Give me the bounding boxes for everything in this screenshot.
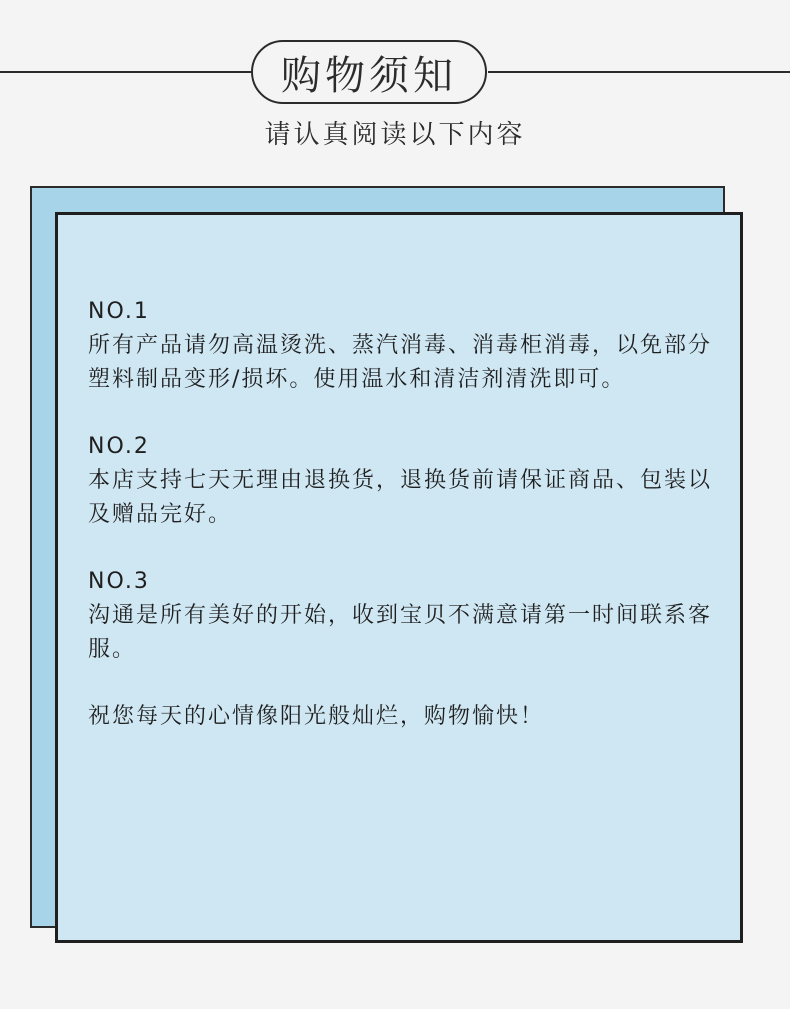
section-text: 本店支持七天无理由退换货，退换货前请保证商品、包装以及赠品完好。 [88,468,713,527]
notice-section-1 [88,295,728,397]
title-divider-right [488,71,790,73]
section-number: NO.2 [88,434,150,459]
section-text: 所有产品请勿高温烫洗、蒸汽消毒、消毒柜消毒，以免部分塑料制品变形/损坏。使用温水和清洁剂清洗即可。 [88,333,713,392]
notice-card [55,212,743,943]
title-divider-left [0,71,252,73]
section-number: NO.3 [88,569,150,594]
section-number: NO.1 [88,299,150,324]
notice-content [88,295,728,734]
section-text: 沟通是所有美好的开始，收到宝贝不满意请第一时间联系客服。 [88,603,713,662]
page-subtitle: 请认真阅读以下内容 [264,120,526,150]
page-title-badge [251,40,487,104]
notice-section-3 [88,565,728,667]
notice-section-2 [88,430,728,532]
closing-message: 祝您每天的心情像阳光般灿烂，购物愉快！ [88,704,545,729]
page-title: 购物须知 [281,52,457,99]
